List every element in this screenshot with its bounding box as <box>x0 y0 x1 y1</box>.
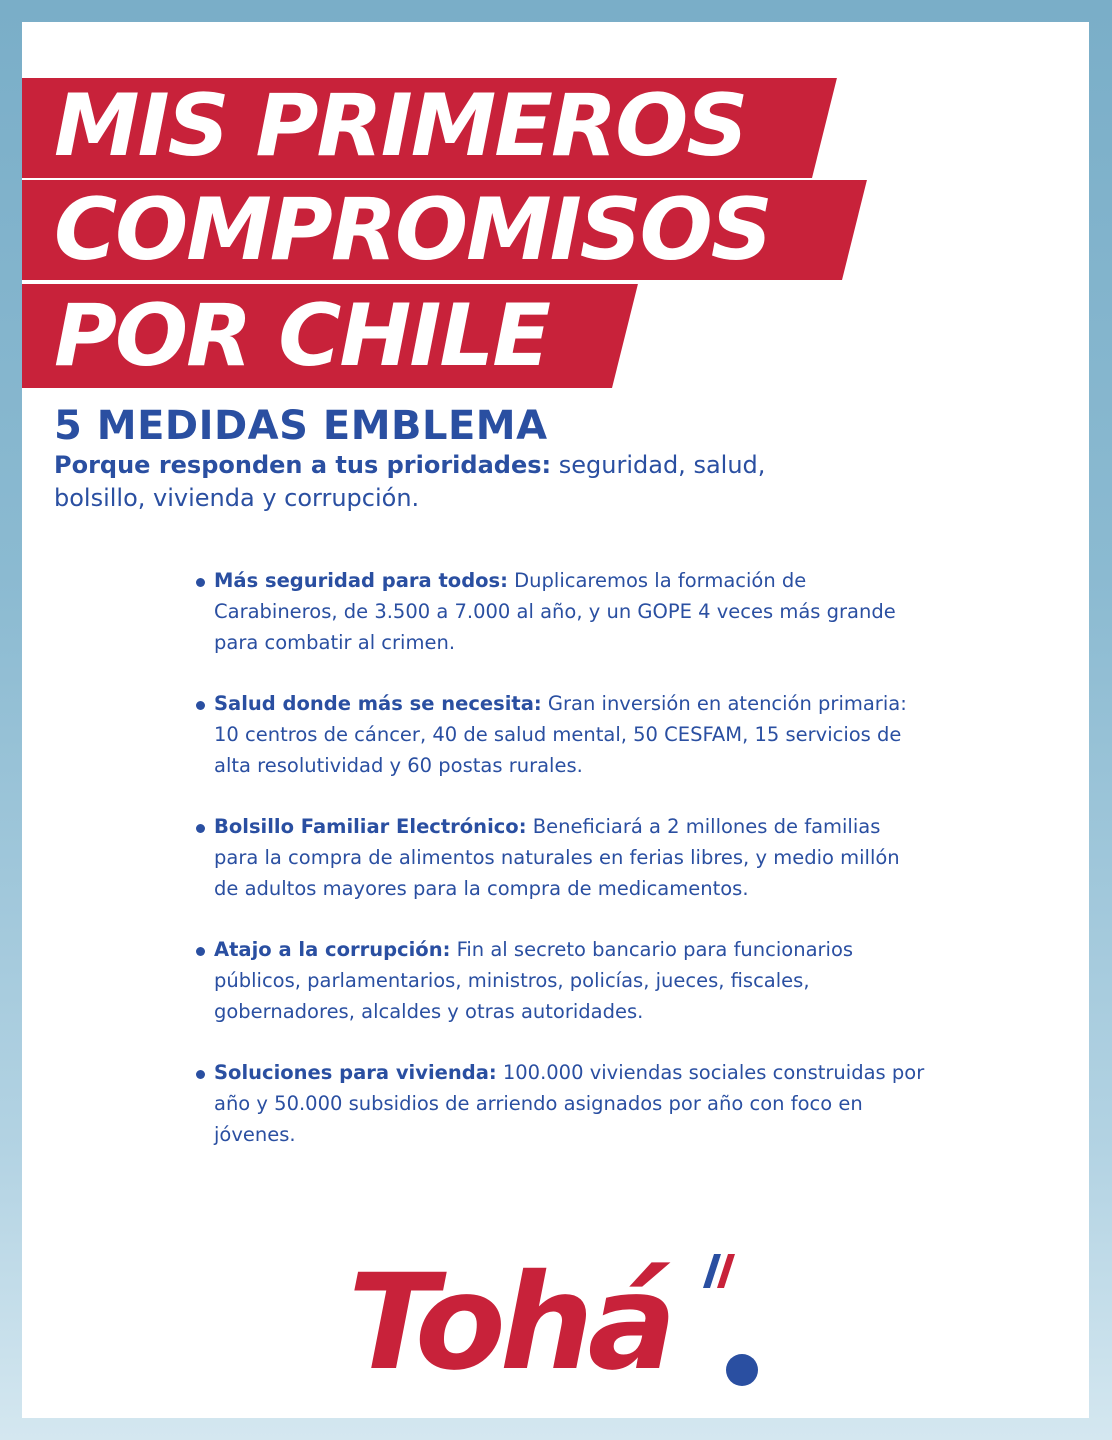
bullet-icon <box>196 578 205 587</box>
measure-title: Bolsillo Familiar Electrónico: <box>214 815 527 838</box>
flyer-card <box>22 22 1089 1418</box>
logo-wordmark: Tohá <box>348 1246 671 1400</box>
toha-logo <box>348 1248 768 1398</box>
measure-title: Atajo a la corrupción: <box>214 938 451 961</box>
measure-text: Fin al secreto bancario para funcionarios públicos, parlamentarios, ministros, policías, jueces, fiscales, gobernadores, alcaldes y otras autoridades. <box>214 938 854 1023</box>
measure-text: Duplicaremos la formación de Carabineros, de 3.500 a 7.000 al año, y un GOPE 4 veces más grande para combatir al crimen. <box>214 569 896 654</box>
measure-item-housing <box>190 1057 930 1150</box>
headline-line-1: MIS PRIMEROS <box>54 76 747 176</box>
tagline <box>54 449 774 515</box>
measure-text: Gran inversión en atención primaria: 10 centros de cáncer, 40 de salud mental, 50 CESFAM, 15 servicios de alta resolutividad y 60 postas rurales. <box>214 692 907 777</box>
measure-text: Beneficiará a 2 millones de familias para la compra de alimentos naturales en ferias libres, y medio millón de adultos mayores para la compra de medicamentos. <box>214 815 900 900</box>
headline-line-2: COMPROMISOS <box>54 180 771 280</box>
measure-item-corruption <box>190 934 930 1027</box>
tagline-bold: Porque responden a tus prioridades: <box>54 451 552 479</box>
bullet-icon <box>196 947 205 956</box>
measure-title: Más seguridad para todos: <box>214 569 508 592</box>
measure-item-family-pocket <box>190 811 930 904</box>
measure-item-security <box>190 565 930 658</box>
headline-line-3: POR CHILE <box>54 286 549 386</box>
bullet-icon <box>196 824 205 833</box>
measure-item-health <box>190 688 930 781</box>
measures-list <box>190 565 930 1180</box>
subtitle: 5 MEDIDAS EMBLEMA <box>54 403 548 449</box>
bullet-icon <box>196 701 205 710</box>
logo-stripes-icon <box>700 1254 740 1288</box>
logo-dot-icon <box>726 1354 758 1386</box>
measure-text: 100.000 viviendas sociales construidas por año y 50.000 subsidios de arriendo asignados por año con foco en jóvenes. <box>214 1061 925 1146</box>
measure-title: Salud donde más se necesita: <box>214 692 542 715</box>
measure-title: Soluciones para vivienda: <box>214 1061 497 1084</box>
tagline-rest: seguridad, salud, bolsillo, vivienda y corrupción. <box>54 451 766 512</box>
bullet-icon <box>196 1070 205 1079</box>
